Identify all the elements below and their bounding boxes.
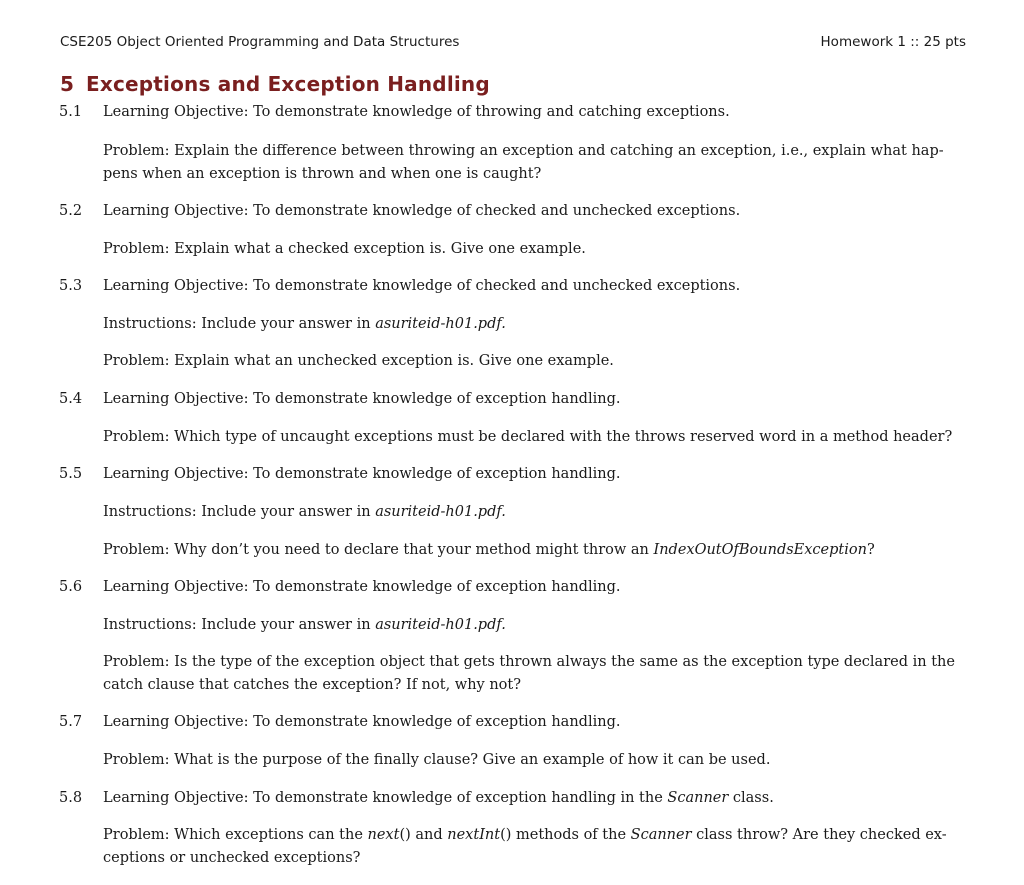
problem-text: pens when an exception is thrown and when one is caught? [103, 166, 542, 182]
item-number: 5.8 [59, 790, 83, 806]
exception-name: IndexOutOfBoundsException [653, 542, 867, 558]
section-title-text: Exceptions and Exception Handling [86, 72, 490, 96]
course-title: CSE205 Object Oriented Programming and Data Structures [60, 34, 460, 50]
objective-text: Learning Objective: To demonstrate knowledge of exception handling. [103, 714, 621, 730]
problem-text: Problem: Is the type of the exception object that gets thrown always the same as the exception type declared in the [103, 654, 955, 670]
class-name: Scanner [667, 790, 729, 806]
problem-text: Problem: Explain what a checked exception is. Give one example. [103, 241, 586, 257]
problem-text: catch clause that catches the exception? If not, why not? [103, 677, 522, 693]
item-number: 5.4 [59, 391, 83, 407]
objective-text: Learning Objective: To demonstrate knowledge of exception handling. [103, 391, 621, 407]
item-number: 5.1 [59, 104, 83, 120]
problem-text: Problem: Which exceptions can the [103, 827, 368, 843]
section-heading [60, 72, 490, 96]
objective-text: Learning Objective: To demonstrate knowledge of throwing and catching exceptions. [103, 104, 730, 120]
page-header [60, 34, 966, 52]
objective-text: Learning Objective: To demonstrate knowledge of exception handling in the [103, 790, 668, 806]
item-number: 5.3 [59, 278, 83, 294]
file-name: asuriteid-h01.pdf. [375, 316, 506, 332]
item-number: 5.2 [59, 203, 83, 219]
document-page: CSE205 Object Oriented Programming and Data Structures Homework 1 :: 25 pts 5 Exceptions and Exception Handling 5.1 Learning Objective: To demonstrate knowledge of throwing and catching exceptions. Problem: Explain the difference between throwing an exception and catching an exception, i.e., explain what hap- pens when an exception is thrown and when one is caught? 5.2 Learning Objective: To demonstrate knowledge of checked and unchecked exceptions. Problem: Explain what a checked exception is. Give one example. 5.3 Learning Objective: To demonstrate knowledge of checked and unchecked exceptions. Instructions: Include your answer in asuriteid-h01.pdf. Problem: Explain what an unchecked exception is. Give one example. 5.4 Learning Objective: To demonstrate knowledge of exception handling. Problem: Which type of uncaught exceptions must be declared with the throws reserved word in a method header? 5.5 Learning Objective: To demonstrate knowledge of exception handling. Instructions: Include your answer in asuriteid-h01.pdf. Problem: Why don’t you need to declare that your method might throw an IndexOutOfBoundsException? 5.6 Learning Objective: To demonstrate knowledge of exception handling. Instructions: Include your answer in asuriteid-h01.pdf. Problem: Is the type of the exception object that gets thrown always the same as the exception type declared in the catch clause that catches the exception? If not, why not? 5.7 Learning Objective: To demonstrate knowledge of exception handling. Problem: What is the purpose of the finally clause? Give an example of how it can be used. 5.8 Learning Objective: To demonstrate knowledge of exception handling in the Scanner class. Problem: Which exceptions can the next() and nextInt() methods of the Scanner class throw? Are they checked ex- ceptions or unchecked exceptions? [0, 0, 1024, 885]
item-number: 5.7 [59, 714, 83, 730]
item-number: 5.6 [59, 579, 83, 595]
class-name: Scanner [630, 827, 692, 843]
problem-text: Problem: Explain the difference between throwing an exception and catching an exception, i.e., explain what hap- [103, 143, 944, 159]
instructions-text: Instructions: Include your answer in [103, 617, 376, 633]
problem-text: Problem: Explain what an unchecked exception is. Give one example. [103, 353, 614, 369]
file-name: asuriteid-h01.pdf. [375, 617, 506, 633]
item-number: 5.5 [59, 466, 83, 482]
problem-text: Problem: What is the purpose of the finally clause? Give an example of how it can be used. [103, 752, 771, 768]
problem-text: Problem: Why don’t you need to declare that your method might throw an [103, 542, 654, 558]
method-name: nextInt [447, 827, 501, 843]
instructions-text: Instructions: Include your answer in [103, 316, 376, 332]
objective-text: Learning Objective: To demonstrate knowledge of exception handling. [103, 466, 621, 482]
problem-text: Problem: Which type of uncaught exceptions must be declared with the throws reserved word in a method header? [103, 429, 953, 445]
problem-text: ceptions or unchecked exceptions? [103, 850, 361, 866]
section-number: 5 [60, 72, 75, 96]
file-name: asuriteid-h01.pdf. [375, 504, 506, 520]
objective-text: Learning Objective: To demonstrate knowledge of exception handling. [103, 579, 621, 595]
instructions-text: Instructions: Include your answer in [103, 504, 376, 520]
assignment-label: Homework 1 :: 25 pts [820, 34, 966, 50]
objective-text: Learning Objective: To demonstrate knowledge of checked and unchecked exceptions. [103, 203, 741, 219]
objective-text: Learning Objective: To demonstrate knowledge of checked and unchecked exceptions. [103, 278, 741, 294]
method-name: next [367, 827, 400, 843]
